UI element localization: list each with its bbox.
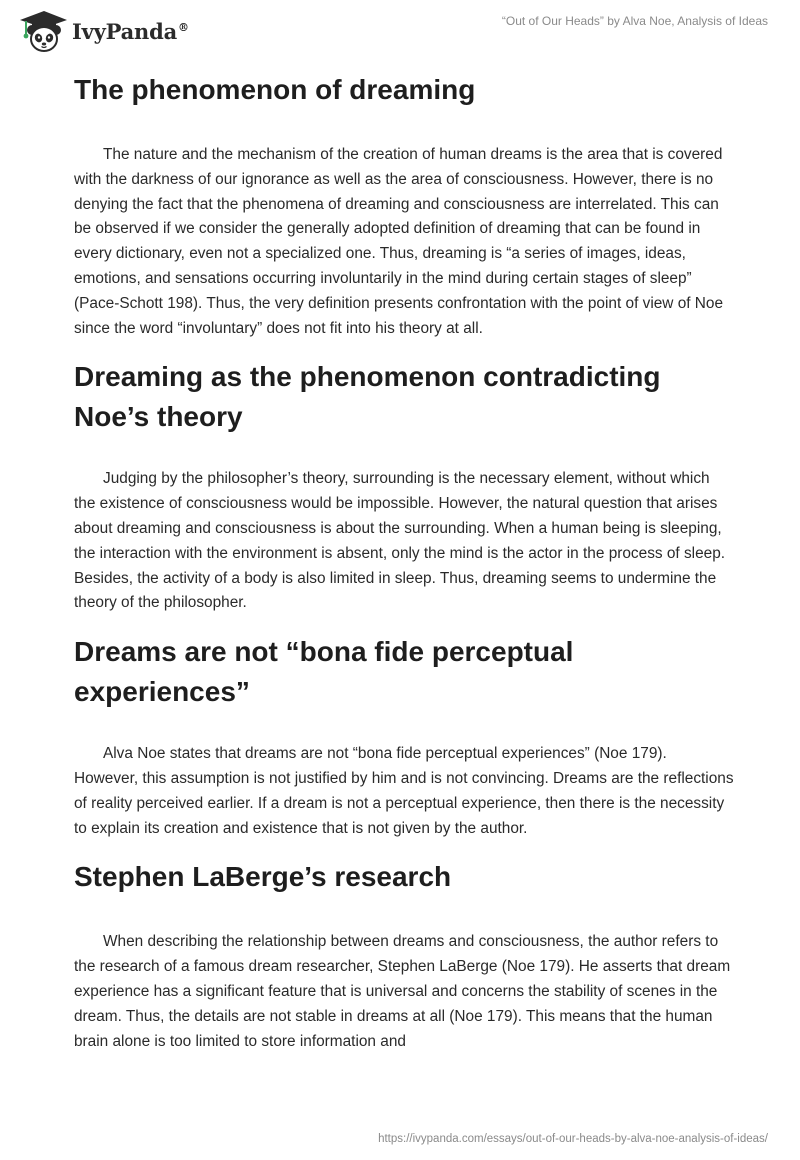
registered-mark: ® [178,20,189,34]
section-heading: Stephen LaBerge’s research [74,861,452,893]
essay-content [74,70,734,1054]
section-phenomenon-of-dreaming [74,70,734,341]
panda-graduate-icon [14,8,68,54]
section-dreaming-contradicting-theory [74,357,734,616]
section-paragraph: The nature and the mechanism of the creation of human dreams is the area that is covered with the darkness of our ignorance as well as the area of consciousness. However, there is no denying the fact that the phenomena of dreaming and consciousness are interrelated. This can be observed if we consider the generally adopted definition of dreaming that can be found in every dictionary, even not a specialized one. Thus, dreaming is “a series of images, ideas, emotions, and sensations occurring involuntarily in the mind during certain stages of sleep” (Pace-Schott 198). Thus, the very definition presents confrontation with the point of view of Noe since the word “involuntary” does not fit into his theory at all. [74,146,724,337]
logo[interactable] [14,8,189,54]
logo-wordmark [72,19,189,44]
page-header [0,0,800,60]
section-bona-fide-experiences [74,632,734,841]
logo-name: IvyPanda [72,18,178,44]
section-heading: Dreams are not “bona fide perceptual experiences” [74,636,574,708]
document-title: “Out of Our Heads” by Alva Noe, Analysis of Ideas [501,14,768,28]
section-paragraph: Judging by the philosopher’s theory, surrounding is the necessary element, without which the existence of consciousness would be impossible. However, the natural question that arises about dreaming and consciousness is about the surrounding. When a human being is sleeping, the interaction with the environment is absent, only the mind is the actor in the process of sleep. Besides, the activity of a body is also limited in sleep. Thus, dreaming seems to undermine the theory of the philosopher. [74,470,726,612]
source-url[interactable]: https://ivypanda.com/essays/out-of-our-heads-by-alva-noe-analysis-of-ideas/ [378,1133,768,1145]
section-heading: Dreaming as the phenomenon contradicting Noe’s theory [74,361,661,433]
section-paragraph: When describing the relationship between dreams and consciousness, the author refers to the research of a famous dream researcher, Stephen LaBerge (Noe 179). He asserts that dream experience has a significant feature that is universal and concerns the stability of scenes in the dream. Thus, the details are not stable in dreams at all (Noe 179). This means that the human brain alone is too limited to store information and [74,933,731,1050]
section-laberge-research [74,857,734,1054]
section-paragraph: Alva Noe states that dreams are not “bona fide perceptual experiences” (Noe 179). However, this assumption is not justified by him and is not convincing. Dreams are the reflections of reality perceived earlier. If a dream is not a perceptual experience, then there is the necessity to explain its creation and existence that is not given by the author. [74,745,734,837]
section-heading: The phenomenon of dreaming [74,74,476,105]
